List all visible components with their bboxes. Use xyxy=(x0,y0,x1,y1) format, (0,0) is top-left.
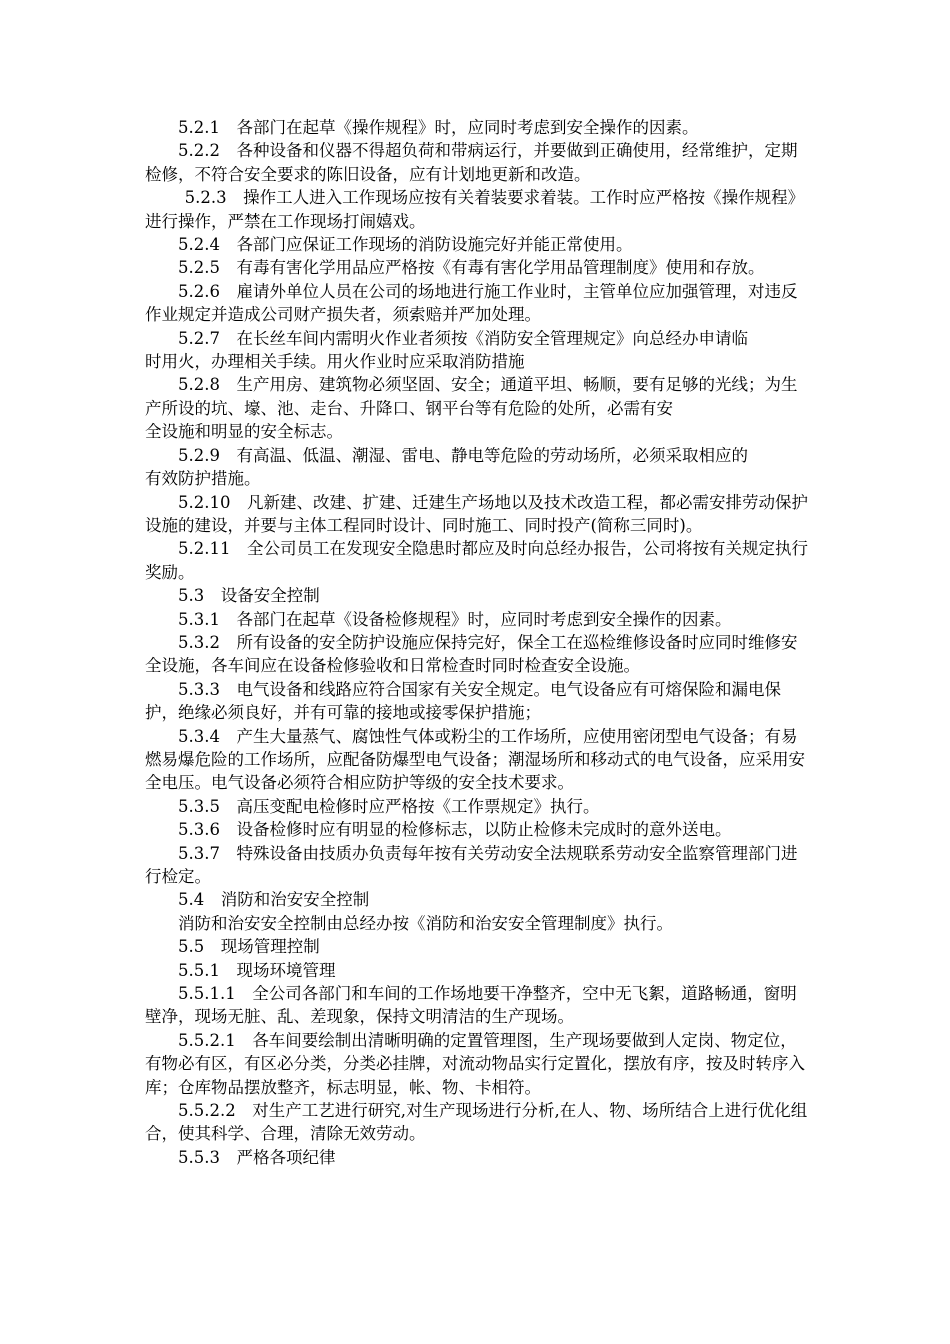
paragraph-5-2-11: 5.2.11 全公司员工在发现安全隐患时都应及时向总经办报告，公司将按有关规定执行奖励。 xyxy=(145,539,808,582)
paragraph-5-2-9: 5.2.9 有高温、低温、潮湿、雷电、静电等危险的劳动场所，必须采取相应的 xyxy=(178,445,748,465)
paragraph-5-2-8: 5.2.8 生产用房、建筑物必须坚固、安全；通道平坦、畅顺，要有足够的光线；为生产所设的坑、壕、池、走台、升降口、钢平台等有危险的处所，必需有安 xyxy=(145,375,798,418)
section-5-5-heading: 5.5 现场管理控制 xyxy=(178,937,320,957)
paragraph-5-3-6: 5.3.6 设备检修时应有明显的检修标志，以防止检修未完成时的意外送电。 xyxy=(178,820,732,840)
paragraph-5-3-3: 5.3.3 电气设备和线路应符合国家有关安全规定。电气设备应有可熔保险和漏电保护，绝缘必须良好，并有可靠的接地或接零保护措施； xyxy=(145,679,781,723)
paragraph-5-2-3: 5.2.3 操作工人进入工作现场应按有关着装要求着装。工作时应严格按《操作规程》进行操作，严禁在工作现场打闹嬉戏。 xyxy=(145,188,805,231)
paragraph-5-3-1: 5.3.1 各部门在起草《设备检修规程》时，应同时考虑到安全操作的因素。 xyxy=(178,609,732,629)
paragraph-5-5-2-2: 5.5.2.2 对生产工艺进行研究,对生产现场进行分析,在人、物、场所结合上进行优化组合，使其科学、合理，清除无效劳动。 xyxy=(145,1101,808,1144)
section-5-5-1-heading: 5.5.1 现场环境管理 xyxy=(178,960,336,980)
paragraph-5-4-body: 消防和治安安全控制由总经办按《消防和治安安全管理制度》执行。 xyxy=(178,913,673,933)
paragraph-5-3-4: 5.3.4 产生大量蒸气、腐蚀性气体或粉尘的工作场所，应使用密闭型电气设备；有易燃易爆危险的工作场所，应配备防爆型电气设备；潮湿场所和移动式的电气设备，应采用安全电压。电气设备必须符合相应防护等级的安全技术要求。 xyxy=(145,726,805,793)
paragraph-5-3-2: 5.3.2 所有设备的安全防护设施应保持完好，保全工在巡检维修设备时应同时维修安全设施，各车间应在设备检修验收和日常检查时同时检查安全设施。 xyxy=(145,632,798,676)
paragraph-5-2-10: 5.2.10 凡新建、改建、扩建、迁建生产场地以及技术改造工程，都必需安排劳动保护设施的建设，并要与主体工程同时设计、同时施工、同时投产(简称三同时)。 xyxy=(145,492,808,535)
paragraph-5-3-7: 5.3.7 特殊设备由技质办负责每年按有关劳动安全法规联系劳动安全监察管理部门进行检定。 xyxy=(145,843,798,886)
section-5-3-heading: 5.3 设备安全控制 xyxy=(178,586,320,606)
paragraph-5-2-7: 5.2.7 在长丝车间内需明火作业者须按《消防安全管理规定》向总经办申请临 xyxy=(178,328,748,348)
paragraph-5-2-2: 5.2.2 各种设备和仪器不得超负荷和带病运行，并要做到正确使用，经常维护，定期检修，不符合安全要求的陈旧设备，应有计划地更新和改造。 xyxy=(145,141,798,184)
paragraph-5-3-5: 5.3.5 高压变配电检修时应严格按《工作票规定》执行。 xyxy=(178,796,600,816)
paragraph-5-2-7-continued: 时用火，办理相关手续。用火作业时应采取消防措施 xyxy=(145,352,525,372)
paragraph-5-5-2-1: 5.5.2.1 各车间要绘制出清晰明确的定置管理图，生产现场要做到人定岗、物定位，有物必有区，有区必分类，分类必挂牌，对流动物品实行定置化，摆放有序，按及时转序入库；仓库物品摆放整齐，标志明显，帐、物、卡相符。 xyxy=(145,1030,805,1097)
paragraph-5-2-4: 5.2.4 各部门应保证工作现场的消防设施完好并能正常使用。 xyxy=(178,235,633,255)
paragraph-5-2-8-continued: 全设施和明显的安全标志。 xyxy=(145,422,343,442)
paragraph-5-5-1-1: 5.5.1.1 全公司各部门和车间的工作场地要干净整齐，空中无飞絮，道路畅通，窗明壁净，现场无脏、乱、差现象，保持文明清洁的生产现场。 xyxy=(145,984,797,1027)
section-5-4-heading: 5.4 消防和治安安全控制 xyxy=(178,890,370,910)
document-body xyxy=(145,116,810,1169)
section-5-5-3-heading: 5.5.3 严格各项纪律 xyxy=(178,1147,336,1167)
paragraph-5-2-6: 5.2.6 雇请外单位人员在公司的场地进行施工作业时，主管单位应加强管理，对违反作业规定并造成公司财产损失者，须索赔并严加处理。 xyxy=(145,281,798,325)
paragraph-5-2-1: 5.2.1 各部门在起草《操作规程》时，应同时考虑到安全操作的因素。 xyxy=(178,118,699,137)
paragraph-5-2-5: 5.2.5 有毒有害化学用品应严格按《有毒有害化学用品管理制度》使用和存放。 xyxy=(178,258,765,278)
paragraph-5-2-9-continued: 有效防护措施。 xyxy=(145,469,261,489)
